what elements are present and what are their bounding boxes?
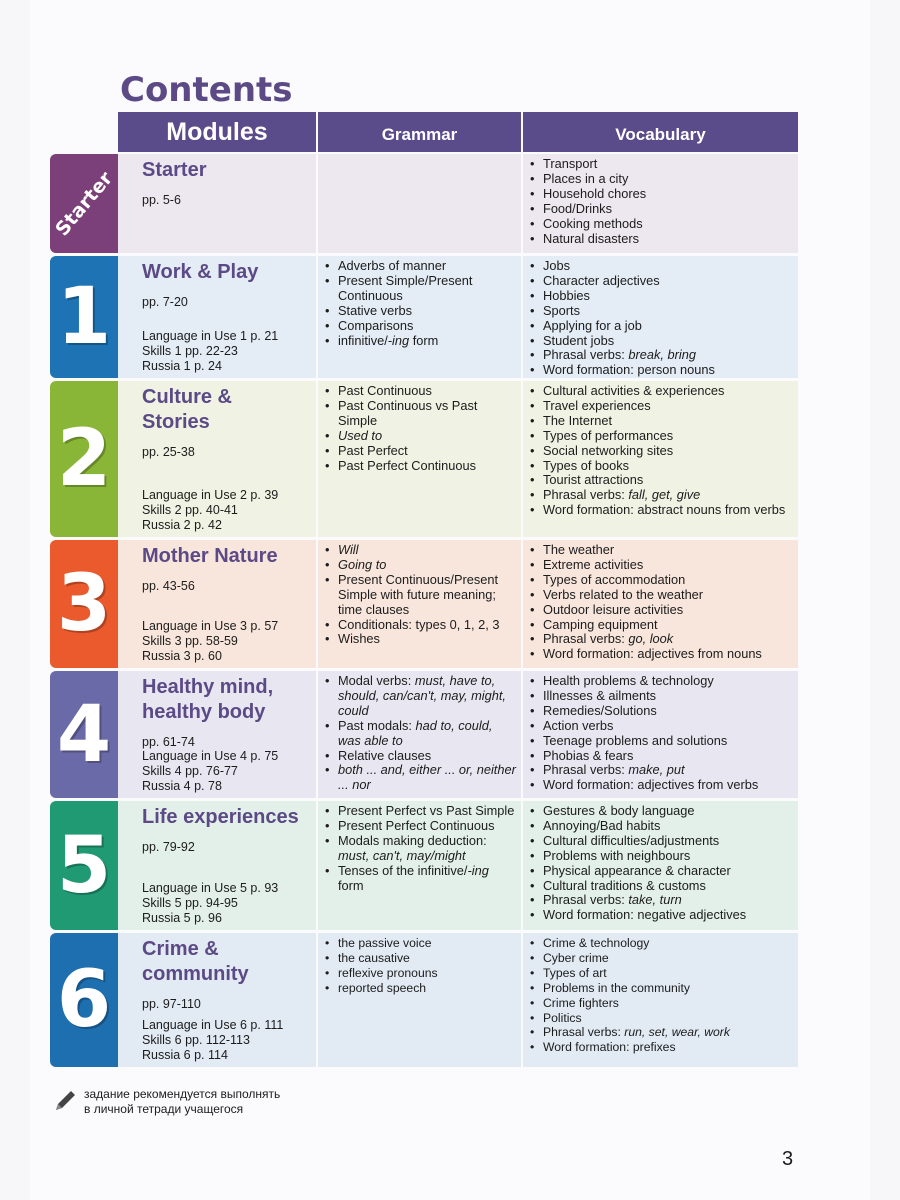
vocabulary-item: • Sports bbox=[543, 304, 794, 319]
page-title: Contents bbox=[120, 70, 293, 110]
grammar-item: • Present Perfect vs Past Simple bbox=[338, 804, 517, 819]
vocabulary-item: • Word formation: abstract nouns from verbs bbox=[543, 503, 794, 518]
grammar-item: • Past Perfect Continuous bbox=[338, 459, 517, 474]
module-extra-line: Skills 5 pp. 94-95 bbox=[142, 896, 238, 910]
module-row bbox=[50, 540, 798, 668]
vocabulary-item: • Physical appearance & character bbox=[543, 864, 794, 879]
module-cell bbox=[118, 154, 316, 253]
vocabulary-item: • Remedies/Solutions bbox=[543, 704, 794, 719]
footer-note bbox=[84, 1087, 280, 1117]
grammar-item: • reported speech bbox=[338, 981, 517, 996]
module-extras bbox=[142, 1018, 283, 1063]
grammar-item: • Modals making deduction: must, can't, may/might bbox=[338, 834, 517, 864]
module-row bbox=[50, 154, 798, 253]
vocabulary-item: • Jobs bbox=[543, 259, 794, 274]
vocabulary-item: • Word formation: person nouns bbox=[543, 363, 794, 378]
vocabulary-item: • Action verbs bbox=[543, 719, 794, 734]
grammar-item: • the passive voice bbox=[338, 936, 517, 951]
vocabulary-item: • Phrasal verbs: go, look bbox=[543, 632, 794, 647]
grammar-item: • Past Continuous vs Past Simple bbox=[338, 399, 517, 429]
module-number: 5 bbox=[56, 820, 112, 911]
vocabulary-item: • The weather bbox=[543, 543, 794, 558]
vocabulary-item: • Gestures & body language bbox=[543, 804, 794, 819]
module-extra-line: Russia 6 p. 114 bbox=[142, 1048, 228, 1062]
module-title: Starter bbox=[142, 159, 207, 181]
module-row bbox=[50, 801, 798, 930]
module-cell bbox=[118, 381, 316, 537]
grammar-item: • Present Continuous/Present Simple with future meaning; time clauses bbox=[338, 573, 517, 618]
module-tab bbox=[50, 671, 118, 798]
vocabulary-item: • Phobias & fears bbox=[543, 749, 794, 764]
vocabulary-item: • Phrasal verbs: run, set, wear, work bbox=[543, 1025, 794, 1040]
vocabulary-item: • Illnesses & ailments bbox=[543, 689, 794, 704]
vocabulary-item: • Places in a city bbox=[543, 172, 794, 187]
vocabulary-item: • Hobbies bbox=[543, 289, 794, 304]
vocabulary-item: • Natural disasters bbox=[543, 232, 794, 247]
vocabulary-item: • Phrasal verbs: fall, get, give bbox=[543, 488, 794, 503]
grammar-cell bbox=[318, 256, 521, 378]
vocabulary-item: • Household chores bbox=[543, 187, 794, 202]
vocabulary-item: • Social networking sites bbox=[543, 444, 794, 459]
module-row bbox=[50, 671, 798, 798]
vocabulary-item: • Cultural traditions & customs bbox=[543, 879, 794, 894]
module-pages: pp. 43-56 bbox=[142, 579, 195, 593]
vocabulary-item: • Cultural activities & experiences bbox=[543, 384, 794, 399]
vocabulary-item: • Outdoor leisure activities bbox=[543, 603, 794, 618]
grammar-item: • Used to bbox=[338, 429, 517, 444]
grammar-item: • Present Simple/Present Continuous bbox=[338, 274, 517, 304]
vocabulary-item: • Types of performances bbox=[543, 429, 794, 444]
starter-tab-label: Starter bbox=[51, 167, 117, 240]
vocabulary-item: • Student jobs bbox=[543, 334, 794, 349]
module-extra-line: Russia 2 p. 42 bbox=[142, 518, 222, 532]
module-title: Mother Nature bbox=[142, 545, 278, 567]
module-extras bbox=[142, 749, 278, 794]
module-cell bbox=[118, 933, 316, 1067]
module-extra-line: Russia 3 p. 60 bbox=[142, 649, 222, 663]
module-number: 1 bbox=[56, 272, 112, 362]
page-number: 3 bbox=[782, 1148, 794, 1170]
grammar-cell bbox=[318, 933, 521, 1067]
module-cell bbox=[118, 801, 316, 930]
module-extra-line: Language in Use 2 p. 39 bbox=[142, 488, 279, 502]
module-tab bbox=[50, 256, 118, 378]
module-extras bbox=[142, 619, 278, 664]
module-row bbox=[50, 933, 798, 1067]
module-number: 3 bbox=[56, 559, 112, 649]
module-extra-line: Language in Use 5 p. 93 bbox=[142, 881, 279, 895]
vocabulary-item: • Applying for a job bbox=[543, 319, 794, 334]
module-title: Crime & community bbox=[142, 938, 249, 985]
vocabulary-cell bbox=[523, 540, 798, 668]
grammar-item: • Comparisons bbox=[338, 319, 517, 334]
module-number: 6 bbox=[56, 955, 112, 1045]
vocabulary-item: • Food/Drinks bbox=[543, 202, 794, 217]
module-cell bbox=[118, 671, 316, 798]
vocabulary-item: • Phrasal verbs: take, turn bbox=[543, 893, 794, 908]
grammar-item: • Past modals: had to, could, was able to bbox=[338, 719, 517, 749]
vocabulary-item: • Types of art bbox=[543, 966, 794, 981]
module-tab bbox=[50, 801, 118, 930]
module-title: Work & Play bbox=[142, 261, 259, 283]
grammar-item: • Modal verbs: must, have to, should, can/can't, may, might, could bbox=[338, 674, 517, 719]
vocabulary-item: • Cooking methods bbox=[543, 217, 794, 232]
grammar-item: • Present Perfect Continuous bbox=[338, 819, 517, 834]
module-number: 2 bbox=[56, 414, 112, 504]
module-extras bbox=[142, 488, 278, 533]
grammar-item: • reflexive pronouns bbox=[338, 966, 517, 981]
module-extra-line: Russia 4 p. 78 bbox=[142, 779, 222, 793]
module-extra-line: Language in Use 1 p. 21 bbox=[142, 329, 279, 343]
grammar-item: • Wishes bbox=[338, 632, 517, 647]
module-pages: pp. 7-20 bbox=[142, 295, 188, 309]
module-cell bbox=[118, 256, 316, 378]
module-tab bbox=[50, 540, 118, 668]
module-extra-line: Language in Use 4 p. 75 bbox=[142, 749, 279, 763]
module-tab bbox=[50, 154, 118, 253]
vocabulary-item: • Tourist attractions bbox=[543, 473, 794, 488]
vocabulary-item: • Camping equipment bbox=[543, 618, 794, 633]
vocabulary-cell bbox=[523, 256, 798, 378]
vocabulary-item: • Cyber crime bbox=[543, 951, 794, 966]
module-tab bbox=[50, 933, 118, 1067]
module-pages: pp. 5-6 bbox=[142, 193, 181, 207]
vocabulary-item: • Teenage problems and solutions bbox=[543, 734, 794, 749]
module-extra-line: Skills 6 pp. 112-113 bbox=[142, 1033, 250, 1047]
module-row bbox=[50, 256, 798, 378]
grammar-cell bbox=[318, 381, 521, 537]
module-title: Life experiences bbox=[142, 806, 299, 828]
module-pages: pp. 61-74 bbox=[142, 735, 195, 749]
module-extras bbox=[142, 329, 278, 374]
footer-note-line: в личной тетради учащегося bbox=[84, 1102, 244, 1116]
module-extra-line: Skills 3 pp. 58-59 bbox=[142, 634, 238, 648]
module-extra-line: Skills 2 pp. 40-41 bbox=[142, 503, 238, 517]
vocabulary-item: • Crime fighters bbox=[543, 996, 794, 1011]
vocabulary-item: • Politics bbox=[543, 1011, 794, 1026]
vocabulary-cell bbox=[523, 154, 798, 253]
module-extra-line: Language in Use 3 p. 57 bbox=[142, 619, 279, 633]
grammar-header: Grammar bbox=[318, 112, 521, 152]
grammar-cell bbox=[318, 671, 521, 798]
vocabulary-item: • Types of books bbox=[543, 459, 794, 474]
vocabulary-item: • Transport bbox=[543, 157, 794, 172]
vocabulary-item: • Annoying/Bad habits bbox=[543, 819, 794, 834]
module-row bbox=[50, 381, 798, 537]
vocabulary-cell bbox=[523, 933, 798, 1067]
vocabulary-item: • Cultural difficulties/adjustments bbox=[543, 834, 794, 849]
vocabulary-cell bbox=[523, 801, 798, 930]
module-pages: pp. 25-38 bbox=[142, 445, 195, 459]
module-extra-line: Skills 1 pp. 22-23 bbox=[142, 344, 238, 358]
vocabulary-item: • Problems with neighbours bbox=[543, 849, 794, 864]
vocabulary-item: • Character adjectives bbox=[543, 274, 794, 289]
module-pages: pp. 97-110 bbox=[142, 997, 201, 1011]
grammar-item: • infinitive/-ing form bbox=[338, 334, 517, 349]
vocabulary-item: • Crime & technology bbox=[543, 936, 794, 951]
grammar-cell bbox=[318, 154, 521, 253]
vocabulary-cell bbox=[523, 671, 798, 798]
module-cell bbox=[118, 540, 316, 668]
grammar-item: • Will bbox=[338, 543, 517, 558]
module-extra-line: Russia 5 p. 96 bbox=[142, 911, 222, 925]
vocabulary-header: Vocabulary bbox=[523, 112, 798, 152]
module-extra-line: Language in Use 6 p. 111 bbox=[142, 1018, 284, 1032]
module-extras bbox=[142, 881, 278, 926]
module-extra-line: Skills 4 pp. 76-77 bbox=[142, 764, 238, 778]
grammar-item: • both ... and, either ... or, neither ... nor bbox=[338, 763, 517, 793]
module-title: Healthy mind, healthy body bbox=[142, 676, 274, 723]
vocabulary-item: • Phrasal verbs: make, put bbox=[543, 763, 794, 778]
grammar-item: • Tenses of the infinitive/-ing form bbox=[338, 864, 517, 894]
grammar-item: • Relative clauses bbox=[338, 749, 517, 764]
vocabulary-item: • Word formation: adjectives from verbs bbox=[543, 778, 794, 793]
vocabulary-item: • Travel experiences bbox=[543, 399, 794, 414]
module-number: 4 bbox=[56, 689, 112, 780]
grammar-cell bbox=[318, 540, 521, 668]
module-pages: pp. 79-92 bbox=[142, 840, 195, 854]
vocabulary-cell bbox=[523, 381, 798, 537]
grammar-cell bbox=[318, 801, 521, 930]
module-extra-line: Russia 1 p. 24 bbox=[142, 359, 222, 373]
vocabulary-item: • Word formation: adjectives from nouns bbox=[543, 647, 794, 662]
module-tab bbox=[50, 381, 118, 537]
grammar-item: • Past Continuous bbox=[338, 384, 517, 399]
vocabulary-item: • Health problems & technology bbox=[543, 674, 794, 689]
vocabulary-item: • Types of accommodation bbox=[543, 573, 794, 588]
vocabulary-item: • Verbs related to the weather bbox=[543, 588, 794, 603]
vocabulary-item: • Problems in the community bbox=[543, 981, 794, 996]
grammar-item: • Conditionals: types 0, 1, 2, 3 bbox=[338, 618, 517, 633]
footer-note-line: задание рекомендуется выполнять bbox=[84, 1087, 281, 1101]
grammar-item: • the causative bbox=[338, 951, 517, 966]
vocabulary-item: • Phrasal verbs: break, bring bbox=[543, 348, 794, 363]
vocabulary-item: • The Internet bbox=[543, 414, 794, 429]
grammar-item: • Going to bbox=[338, 558, 517, 573]
vocabulary-item: • Word formation: negative adjectives bbox=[543, 908, 794, 923]
vocabulary-item: • Word formation: prefixes bbox=[543, 1040, 794, 1055]
grammar-item: • Adverbs of manner bbox=[338, 259, 517, 274]
vocabulary-item: • Extreme activities bbox=[543, 558, 794, 573]
pen-icon bbox=[52, 1088, 78, 1114]
module-title: Culture & Stories bbox=[142, 386, 232, 433]
grammar-item: • Past Perfect bbox=[338, 444, 517, 459]
grammar-item: • Stative verbs bbox=[338, 304, 517, 319]
modules-header: Modules bbox=[118, 112, 316, 152]
